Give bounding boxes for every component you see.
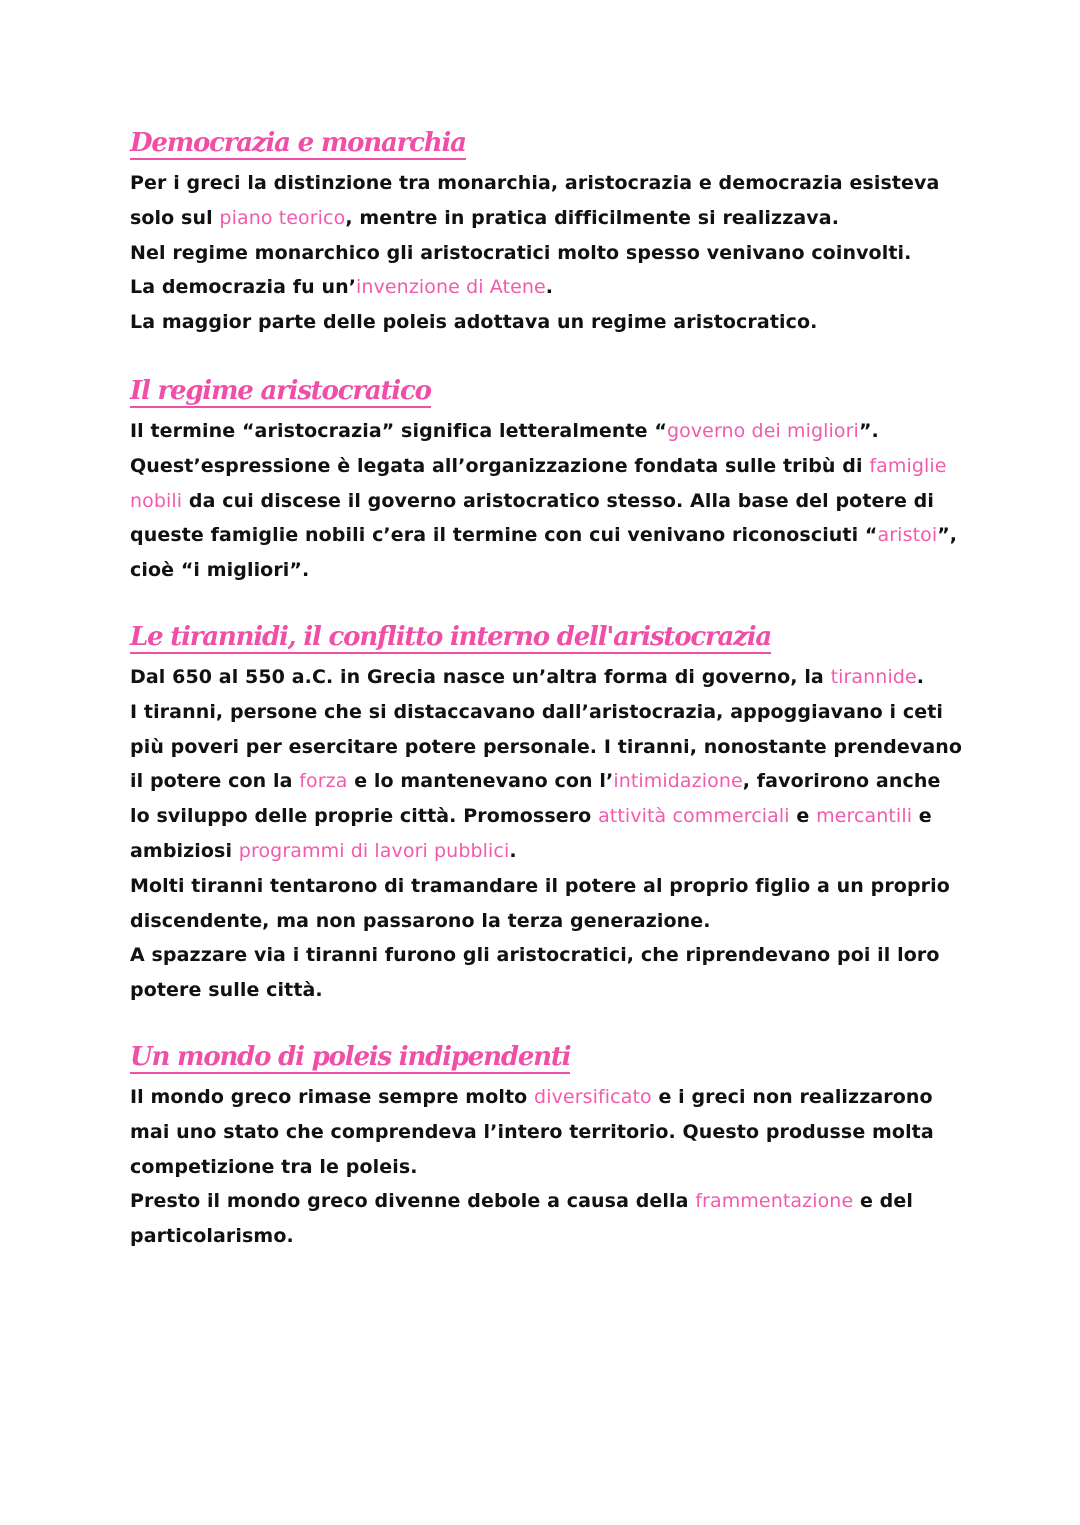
text-line	[130, 904, 962, 939]
highlighted-term: intimidazione	[613, 770, 743, 793]
text-segment: queste famiglie nobili c’era il termine con cui venivano riconosciuti “	[130, 524, 878, 547]
section-regime-aristocratico	[130, 376, 957, 588]
text-segment: e	[912, 805, 932, 828]
text-segment: Nel regime monarchico gli aristocratici molto spesso venivano coinvolti.	[130, 241, 912, 264]
text-segment: particolarismo.	[130, 1225, 294, 1248]
text-segment: solo sul	[130, 206, 220, 229]
highlighted-term: attività commerciali	[598, 805, 790, 828]
text-line	[130, 305, 939, 340]
text-segment: e	[789, 805, 817, 828]
text-segment: potere sulle città.	[130, 979, 323, 1002]
text-line	[130, 730, 962, 765]
text-line	[130, 834, 962, 869]
text-segment: , favorirono anche	[742, 770, 941, 793]
section-body	[130, 414, 957, 588]
text-segment: lo sviluppo delle proprie città. Promossero	[130, 805, 599, 828]
text-segment: mai uno stato che comprendeva l’intero territorio. Questo produsse molta	[130, 1120, 934, 1143]
text-segment: competizione tra le poleis.	[130, 1155, 418, 1178]
text-segment: e i greci non realizzarono	[651, 1086, 933, 1108]
text-line	[130, 201, 939, 236]
text-line	[130, 869, 962, 904]
text-segment: discendente, ma non passarono la terza generazione.	[130, 909, 711, 932]
section-body	[130, 166, 939, 340]
text-segment: .	[545, 276, 554, 299]
highlighted-term: nobili	[130, 489, 183, 512]
text-segment: Il termine “aristocrazia” significa letteralmente “	[130, 420, 667, 442]
section-heading: Democrazia e monarchia	[130, 128, 466, 158]
highlighted-term: mercantili	[816, 805, 913, 828]
text-line	[130, 799, 962, 834]
highlighted-term: famiglie	[869, 454, 947, 477]
section-democrazia-e-monarchia	[130, 128, 939, 340]
highlighted-term: aristoi	[877, 524, 938, 547]
text-line	[130, 764, 962, 799]
text-segment: Molti tiranni tentarono di tramandare il potere al proprio figlio a un proprio	[130, 874, 950, 897]
highlighted-term: programmi di lavori pubblici	[238, 839, 510, 862]
text-line	[130, 1080, 934, 1115]
text-segment: Il mondo greco rimase sempre molto	[130, 1086, 535, 1108]
section-heading: Le tirannidi, il conflitto interno dell'aristocrazia	[130, 622, 772, 652]
text-segment: Dal 650 al 550 a.C. in Grecia nasce un’altra forma di governo, la	[130, 666, 831, 688]
highlighted-term: forza	[299, 770, 348, 793]
text-line	[130, 270, 939, 305]
highlighted-term: governo dei migliori	[666, 420, 859, 442]
text-segment: ”.	[858, 420, 879, 442]
text-segment: La democrazia fu un’	[130, 276, 357, 299]
section-body	[130, 660, 962, 1008]
text-line	[130, 1219, 934, 1254]
text-segment: e lo mantenevano con l’	[347, 770, 614, 793]
section-mondo-poleis-indipendenti	[130, 1042, 934, 1254]
text-segment: .	[916, 666, 925, 688]
text-segment: ambiziosi	[130, 839, 239, 862]
text-line	[130, 938, 962, 973]
section-heading: Un mondo di poleis indipendenti	[130, 1042, 571, 1072]
text-segment: il potere con la	[130, 770, 300, 793]
text-line	[130, 1115, 934, 1150]
highlighted-term: frammentazione	[695, 1190, 854, 1213]
text-segment: A spazzare via i tiranni furono gli aristocratici, che riprendevano poi il loro	[130, 944, 940, 967]
highlighted-term: diversificato	[534, 1086, 652, 1108]
text-line	[130, 518, 957, 553]
text-segment: I tiranni, persone che si distaccavano dall’aristocrazia, appoggiavano i ceti	[130, 700, 943, 723]
text-line	[130, 660, 962, 695]
text-line	[130, 973, 962, 1008]
text-segment: e del	[853, 1190, 913, 1213]
text-segment: , mentre in pratica difficilmente si realizzava.	[345, 206, 840, 229]
text-segment: Quest’espressione è legata all’organizzazione fondata sulle tribù di	[130, 454, 870, 477]
text-line	[130, 414, 957, 449]
text-line	[130, 166, 939, 201]
text-segment: da cui discese il governo aristocratico stesso. Alla base del potere di	[182, 489, 934, 512]
text-line	[130, 553, 957, 588]
text-segment: .	[509, 839, 517, 862]
text-line	[130, 484, 957, 519]
section-heading: Il regime aristocratico	[130, 376, 431, 406]
text-line	[130, 1150, 934, 1185]
text-segment: Presto il mondo greco divenne debole a causa della	[130, 1190, 696, 1213]
text-segment: ”,	[937, 524, 958, 547]
highlighted-term: piano teorico	[219, 206, 346, 229]
highlighted-term: invenzione di Atene	[356, 276, 546, 299]
text-segment: La maggior parte delle poleis adottava un regime aristocratico.	[130, 311, 818, 334]
text-line	[130, 1184, 934, 1219]
text-segment: cioè “i migliori”.	[130, 559, 310, 582]
text-line	[130, 236, 939, 271]
section-tirannidi	[130, 622, 962, 1008]
text-line	[130, 695, 962, 730]
section-body	[130, 1080, 934, 1254]
highlighted-term: tirannide	[830, 666, 917, 688]
text-line	[130, 449, 957, 484]
text-segment: Per i greci la distinzione tra monarchia, aristocrazia e democrazia esisteva	[130, 172, 940, 194]
text-segment: più poveri per esercitare potere personale. I tiranni, nonostante prendevano	[130, 735, 963, 758]
